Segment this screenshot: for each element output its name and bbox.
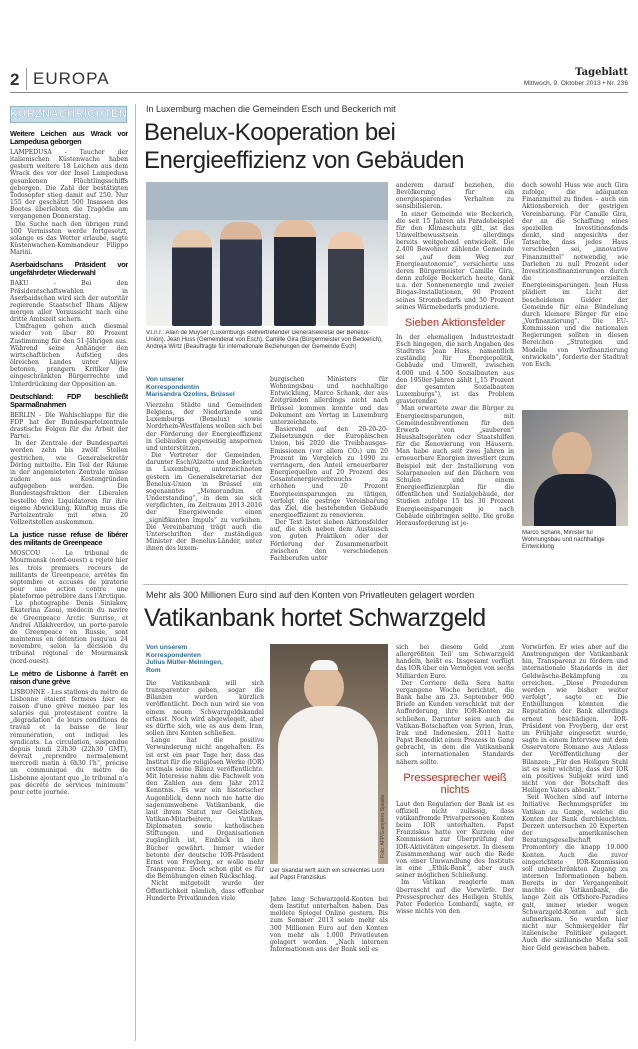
paragraph: Der Text listet sieben Aktionsfelder auf, die sich neben dem Austausch von guten Praktiken oder der Förderung der Zusammenarbeit zwischen den verschiedenen Fachberufen unter <box>270 519 388 562</box>
author-line: Von unserer <box>146 376 184 383</box>
article2-column-1 <box>146 680 264 1042</box>
backdrop-panel <box>146 182 388 220</box>
article2-author <box>146 644 264 674</box>
paragraph: Laut den Regularien der Bank ist es offiziell nicht zulässig, dass vatikanfremde Privatpersonen Konten beim IOR unterhalten. Papst Franziskus hatte vor Kurzem eine Kommission zur Überprüfung der IOR-Aktivitäten eingesetzt. In diesem Zusammenhang war auch die Rede von einer Umwandlung des Instituts in eine „Ethik-Bank“, aber auch seiner möglichen Schließung. <box>396 800 514 880</box>
article2-column-2 <box>270 896 388 1042</box>
paragraph: In einer Gemeinde wie Beckerich, die seit 15 Jahren als Paradebeispiel für den Klimaschutz gilt, ist das Umweltbewusstsein allerdings bereits weitgehend entwickelt. Die 2.400 Bewohner zählende Gemeinde sei „auf dem Weg zur Energieautonomie“, versicherte uns deren Bürgermeister Camille Gira, denn zufolge Beckerich heute, dank u.a. der Sonnenenergie und zweier Biogas-Installationen, 90 Prozent seines Strombedarfs und 50 Prozent seines Wärmebedarfs produziere. <box>396 210 514 311</box>
paragraph: Nicht mitgeteilt wurde der Öffentlichkeit nämlich, dass offenbar Hunderte Privatkunden viele <box>146 880 264 902</box>
header-rule <box>10 92 628 93</box>
paragraph: In der Zentrale der Bundespartei werden zehn bis zwölf Stellen gestrichen, wie Generalsekretär Döring mitteilte. Ein Teil der Räume in der angemieteten Zentrale müsse zudem aus Kostengründen aufgegeben werden. Die Bundestagsfraktion der Liberalen bestellte drei Liquidatoren für ihre eigene Abwicklung. Künftig muss die Parteizentrale mit etwa 20 Vollzeitstellen auskommen. <box>10 440 128 527</box>
paragraph: Seit Wochen sind auf interne Initiative Rechnungsprüfer im Vatikan zu Gange, welche die Konten der Bank durchleuchten. Derzeit untersuchen 20 Experten der amerikanischen Beratungsgesellschaft Promontory die knapp 19.000 Konten. Auch die zuvor eingerichtete IOR-Kommission soll unbeschränkten Zugang zu internen Informationen haben. Bereits in der Vergangenheit machte die Vatikanbank, die lange Zeit als Offshore-Paradies galt, immer wieder wegen Schwarzgeld-Konten auf sich aufmerksam. So wurden hier nicht nur Schmiergelder für italienische Politiker gelagert. Auch die sizilianische Mafia soll hier Geld gewaschen haben. <box>522 794 628 952</box>
article-divider <box>143 584 628 585</box>
paragraph: Vierzehn Städte und Gemeinden Belgiens, der Niederlande und Luxemburgs (Benelux) sowie Nordrhein-Westfalens wollen sich bei der Förderung der Energieeffizienz in Gebäuden gegenseitig anspornen und unterstützen. <box>146 402 262 452</box>
article2-kicker: Mehr als 300 Millionen Euro sind auf den Konten von Privatleuten gelagert worden <box>146 590 475 600</box>
paragraph: Lange hat die positive Verwunderung nicht angehalten. Es ist erst ein paar Tage her, dass das Institut für die religiösen Werke (IOR) erstmals seine Bilanz veröffentlichte. Mit Interesse nahm die Fachwelt von den Zahlen aus dem Jahr 2012 Kenntnis. Es war ein historischer Augenblick, denn noch nie hatte die sagenumwobene Vatikanbank, die laut ihrem Statut nur Geistlichen, Vatikan-Mitarbeitern, Vatikan-Diplomaten sowie katholischen Stiftungen und Organisationen zugänglich ist, Einblick in ihre Bücher gewährt. Immer wieder betonte der deutsche IOR-Präsident Ernst von Freyberg, er wolle mehr Transparenz. Doch schon gibt es für die Bemühungen einen Rückschlag. <box>146 737 264 881</box>
article2-column-3 <box>396 644 514 1042</box>
minister-head <box>552 432 592 478</box>
paragraph: sich bei diesem Geld ‚zum allergrößten Teil‘ um Schwarzgeld handeln, heißt es. Insgesamt verfügt das IOR über ein Vermögen von sechs Milliarden Euro. <box>396 644 514 680</box>
article1-column-3 <box>396 182 514 580</box>
article1-title-line1: Benelux-Kooperation bei <box>144 119 396 146</box>
article2-column-4 <box>522 644 628 1042</box>
article1-kicker: In Luxemburg machen die Gemeinden Esch und Beckerich mit <box>146 104 396 114</box>
article1-column-1 <box>146 402 262 580</box>
author-line: Julius Müller-Meiningen, <box>146 659 223 667</box>
paragraph: Man erwartete zwar die Bürger zu Energieeinsparungen, mit Gemeindesubventionen für den Erwerb von „sauberen“ Haushaltsgeräten oder Staatshilfen für die Renovierung von Häusern. Man habe auch seit zwei Jahren in erneuerbare Energien investiert (zum Beispiel mit der Installierung von Solarpaneelen auf den Dächern von Schulen und einem Energieeffizienzplan für die öffentlichen und Sozialgebäude, der Studien zufolge 15 bis 30 Prozent Energieeinsparungen je nach Gebäude einbringen sollte. Die große Herausforderung ist je- <box>396 405 514 527</box>
paragraph: burgischen Ministers für Wohnungsbau und nachhaltige Entwicklung, Marco Schank, der aus Zeitgründen allerdings nicht nach Brüssel kommen konnte und das Dokument am Vortag in Luxemburg unterzeichnete. <box>270 376 388 426</box>
article1-title-line2: Energieeffizienz von Gebäuden <box>144 147 464 174</box>
news-headline: Aserbaidschans Präsident vor ungefährdeter Wiederwahl <box>10 260 128 278</box>
news-headline: Le métro de Lisbonne à l'arrêt en raison d'une grève <box>10 668 128 686</box>
pope-zucchetto <box>310 660 338 670</box>
paragraph: MOSCOU - Le tribunal de Mourmansk (nord-ouest) a rejeté hier les trois premiers recours de militants de Greenpeace, arrêtés fin septembre et accusés de piraterie pour une action contre une plateforme pétrolière dans l'Arctique. <box>10 550 128 601</box>
article2-title: Vatikanbank hortet Schwarzgeld <box>144 604 486 632</box>
minister-body <box>534 474 616 526</box>
header-divider <box>26 68 27 90</box>
article1-photo-caption: V.l.n.r.: Alain de Muyser (Luxemburgs stellvertretender Generalsekretär der Benelux-Union), Jean Huss (Gemeinderat von Esch), Camille Gira (Bürgermeister von Beckerich), Andreja Wirtz (Beauftragte für internationale Beziehungen der Gemeinde Esch) <box>146 330 383 350</box>
person-2 <box>220 222 262 326</box>
sidebar-divider <box>135 104 136 1041</box>
paragraph: Die Vertreter der Gemeinden, darunter Esch/Alzette und Beckerich in Luxemburg, unterzeichneten gestern im Generalsekretariat der Benelux-Union in Brüssel ein sogenanntes „Memorandum of Understanding“, in dem sie sich verpflichten, im Zeitraum 2013-2016 der Energiewende einen „signifikanten Impuls“ zu verleihen. Die Vereinbarung trägt auch die Unterschriften der zuständigen Minister der Benelux-Länder, unter ihnen des luxem- <box>146 452 262 553</box>
pope-robe <box>278 706 378 864</box>
minister-photo-caption: Marco Schank, Minister für Wohnungsbau und nachhaltige Entwicklung <box>522 530 605 550</box>
paragraph: Im Vatikan reagierte man überrascht auf die Vorwürfe. Der Pressesprecher des Heiligen Stuhls, Pater Federico Lombardi, sagte, er wisse nichts von den <box>396 879 514 915</box>
news-headline: Deutschland: FDP beschließt Sparmaßnahmen <box>10 391 128 409</box>
paragraph: Jahre lang Schwarzgeld-Konten bei dem Institut unterhalten haben. Das meldete Spiegel Online gestern. Bis zum Sommer 2013 seien mehr als 300 Millionen Euro auf den Konten von mehr als 1.000 Privatleuten gelagert worden. „Nach internen Informationen aus der Bank soll es <box>270 896 388 954</box>
paragraph: Die Suche nach den übrigen rund 100 Vermissten werde fortgesetzt, solange es das Wetter erlaube, sagte Küstenwachen-Kommandeur Filippo Marini. <box>10 220 128 257</box>
paragraph: LAMPEDUSA - Taucher der italienischen Küstenwache haben gestern weitere 18 Leichen aus dem Wrack des vor der Insel Lampedusa gesunkenen Flüchtlingsschiffs geborgen. Die Zahl der bestätigten Todesopfer stieg damit auf 250. Nur 155 der geschätzt 500 Insassen des Bootes überlebten die Tragödie am vergangenen Donnerstag. <box>10 149 128 221</box>
section-title: EUROPA <box>33 69 110 88</box>
paragraph: Le photographe Denis Siniakov, Ekaterina Zaoui, médecin du navire de Greenpeace Arctic Sunrise, et Andreï Allakhverdov, un porte-parole de Greenpeace en Russie, sont maintenus en détention jusqu'au 24 novembre, selon la décision du tribunal régional de Mourmansk (nord-ouest). <box>10 600 128 665</box>
sidebar-news-list <box>10 130 128 796</box>
header-brand: Tageblatt <box>575 67 628 78</box>
sidebar-label: KURZNACHRICHTEN <box>10 108 128 120</box>
paragraph: anderem darauf beziehen, die Bevölkerung für ein energiesparendes Verhalten zu sensibilisieren. <box>396 182 514 211</box>
header-date <box>524 80 628 87</box>
author-line: Korrespondenten <box>146 651 201 659</box>
paragraph: Der Corriere della Sera hatte vergangene Woche berichtet, die Bank habe am 23. September 900 Briefe an Kunden verschickt mit der Aufforderung, ihre IOR-Konten zu schließen. Darunter seien auch die Vatikan-Botschaften von Syrien, Iran, Irak und Indonesien. 2011 hatte Papst Benedikt einen Prozess in Gang gebracht, in dem die Vatikanbank sich internationalen Standards nähern sollte. <box>396 679 514 766</box>
article1-group-photo <box>146 182 388 326</box>
article1-column-4 <box>522 182 628 404</box>
paragraph: BAKU - Bei den Präsidentschaftswahlen in Aserbaidschan wird sich der autoritär regierende Staatschef Ilham Alijew morgen aller Voraussicht nach eine dritte Amtszeit sichern. <box>10 280 128 324</box>
paragraph: Die Vatikanbank will sich transparenter geben, sogar die Bilanzen wurden kürzlich veröffentlicht. Doch nun wird sie von einem neuen Schwarzgeldskandal erfasst. Noch wird abgewiegelt, aber es dürfte sich, wie es aus dem Iran, sollen ihre Konten schließen. <box>146 680 264 738</box>
paragraph: BERLIN - Die Wahlschlappe für die FDP hat der Bundesparteizentrale drastische Folgen für die Arbeit der Partei. <box>10 411 128 441</box>
pope-photo-credit: Foto: AFP/Gianpiero Sposito <box>380 794 386 858</box>
issue-text: • Nr. 236 <box>602 80 628 87</box>
paragraph: LISBONNE - Les stations du métro de Lisbonne étaient fermées hier en raison d'une grève menée par les salariés qui protestaient contre la „dégradation“ de leurs conditions de travail et la baisse de leur rémunération, ont indiqué les syndicats. La circulation, suspendue depuis lundi 23h30 (22h30 GMT), devrait „reprendre normalement mercredi matin à 6h30 l'h“, précise un communiqué du métro de Lisbonne ajoutant que „le tribunal n'a pas décrété de services minimum“ pour cette journée. <box>10 688 128 796</box>
article1-column-2 <box>270 376 388 580</box>
author-line: Korrespondentin <box>146 383 200 391</box>
paragraph: In der ehemaligen Industriestadt Esch hingegen, die nach Angaben des Stadtrats Jean Huss, namentlich zuständig für Energiepolitik, Gebäude und Umwelt, zwischen 4.000 und 4.500 Sozialbauten aus den 1950er-Jahren zählt („15 Prozent der gesamten Sozialbauten Luxemburgs“), ist das Problem gravierender. <box>396 333 514 406</box>
author-line: Von unserem <box>146 644 188 651</box>
author-line: Rom <box>146 666 161 674</box>
paragraph: doch sowohl Huss wie auch Gira zufolge, die adäquaten Finanzmittel zu finden – auch ein Aktionsbereich der gestrigen Vereinbarung. Für Camille Gira, der an die Schaffung eines speziellen Investitionsfonds denkt, sind angesichts der Tatsache, dass jedes Haus verschieden sei, „innovative Finanzmittel“ notwendig, wie Darlehen zu null Prozent oder Investitionsfinanzierungen durch die erzielten Energieeinsparungen. Jean Huss plädiert im Licht der bescheidenen Gelder der Gemeinde für eine Bündelung durch kleinere Bürger für eine „Vorfinanzierung“. Die EU-Kommission und die nationalen Regierungen sollten in diesen Bereichen „Strategien und Modelle von Vorfinanzierung entwickeln“, forderte der Stadtrat von Esch. <box>522 182 628 368</box>
pope-photo <box>270 644 388 864</box>
person-1 <box>172 230 212 326</box>
minister-portrait-photo <box>522 410 628 526</box>
paragraph: Umfragen gehen auch diesmal wieder von über 80 Prozent Zustimmung für den 51-Jährigen aus. Während seine Anhänger den wirtschaftlichen Aufstieg des ölreichen Landes unter Alijew betonen, prangern Kritiker die eingeschränkten Bürgerrechte und Unterdrückung der Opposition an. <box>10 323 128 388</box>
person-4 <box>328 232 364 326</box>
author-line: Marisandra Ozolins, Brüssel <box>146 391 235 399</box>
article1-author <box>146 376 262 399</box>
pope-photo-caption: Der Skandal wirft auch ein schlechtes Licht auf Papst Franziskus <box>270 868 385 881</box>
subheading: Pressesprecher weiß nichts <box>403 771 507 796</box>
person-3 <box>274 220 316 326</box>
subheading: Sieben Aktionsfelder <box>404 316 506 329</box>
paragraph: Basierend auf den 20-20-20-Zielsetzungen der Europäischen Union, bis 2020 die Treibhausgas-Emissionen (vor allem CO₂) um 20 Prozent im Vergleich zu 1990 zu verringern, den Anteil erneuerbarer Energiequellen auf 20 Prozent des Gesamtenergieverbrauchs zu erhöhen und 20 Prozent Energieeinsparungen zu tätigen, verfolgt die gestrige Vereinbarung das Ziel, die bestehenden Gebäude energieeffizient zu renovieren. <box>270 426 388 519</box>
page-number: 2 <box>10 70 20 89</box>
date-text: Mittwoch, 9. Oktober 2013 <box>523 80 601 87</box>
paragraph: Vorwürfen. Er wies aber auf die Anstrengungen der Vatikanbank hin, Transparenz zu fördern und internationale Standards in der Geldwäsche-Bekämpfung zu erreichen. „Diese Prozeduren werden wie bisher weiter verfolgt“, sagte er. Die Enthüllungen könnten die Reputation der Bank allerdings erneut beschädigen. IOR-Präsident von Freyberg, der erst im Frühjahr eingesetzt wurde, sagte in einem Interview mit dem Osservatore Romano aus Anlass der Veröffentlichung der Bilanzen: „Für den Heiligen Stuhl ist es sehr wichtig, dass der IOR ein positives Subjekt wird und nicht von der Botschaft des Heiligen Vaters ablenkt.“ <box>522 644 628 795</box>
news-headline: La justice russe refuse de libérer des militants de Greenpeace <box>10 530 128 548</box>
news-headline: Weitere Leichen aus Wrack vor Lampedusa geborgen <box>10 130 128 146</box>
sidebar-column <box>10 130 128 1042</box>
pope-head <box>304 664 344 710</box>
